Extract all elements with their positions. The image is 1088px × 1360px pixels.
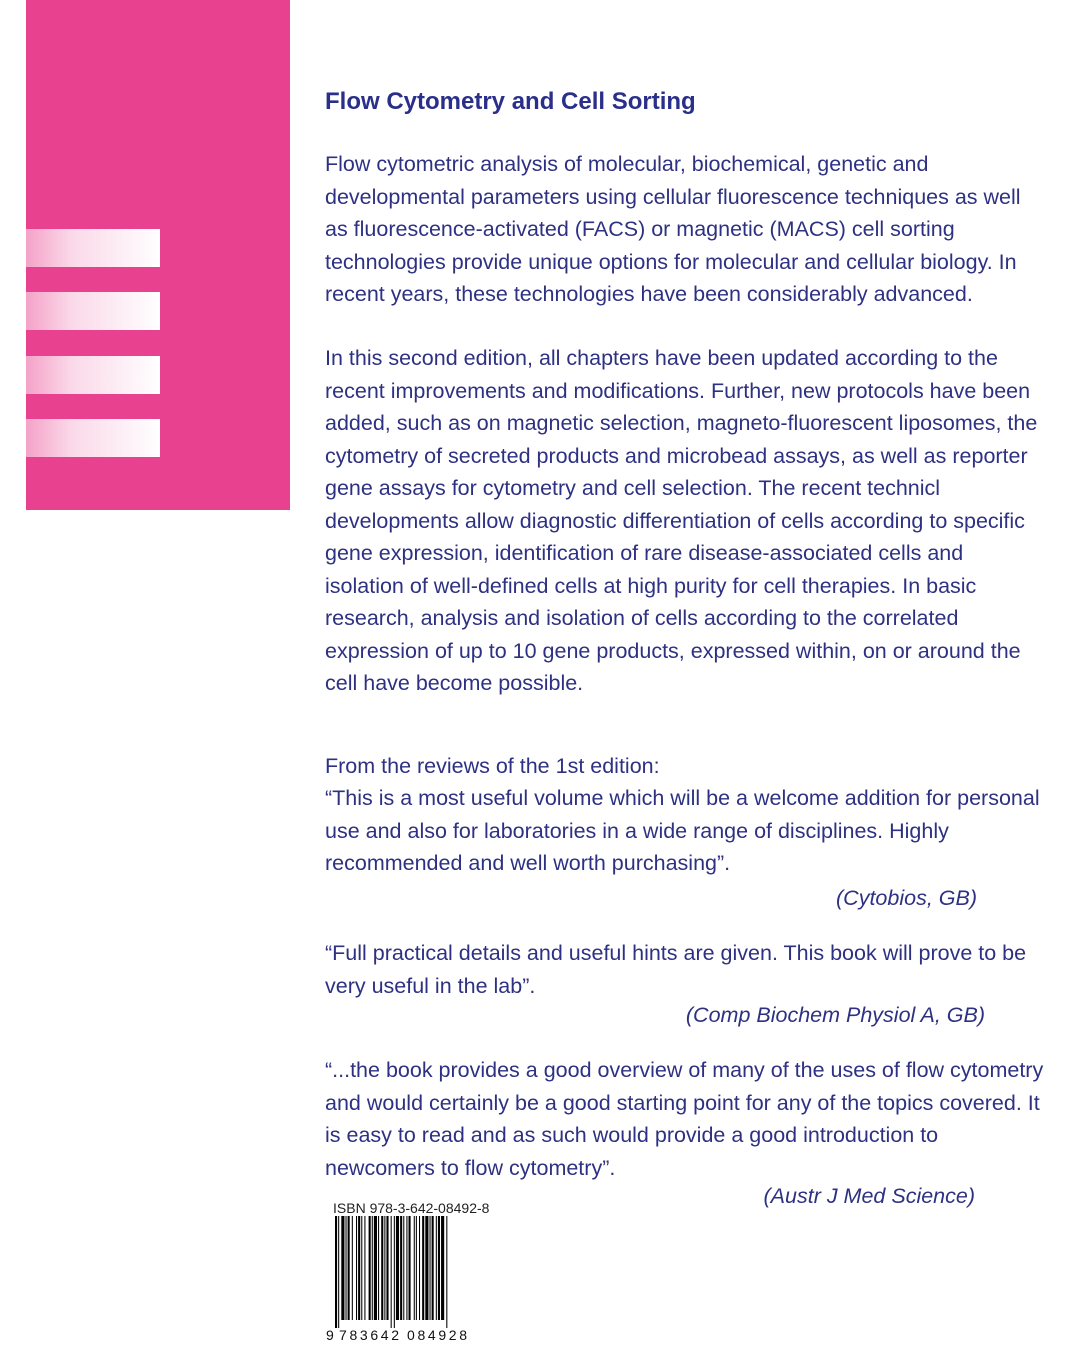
- barcode-bar: [364, 1216, 365, 1320]
- barcode-bar: [394, 1216, 395, 1328]
- isbn-barcode: [325, 1216, 477, 1344]
- barcode-bar: [436, 1216, 437, 1320]
- barcode-bar: [358, 1216, 360, 1320]
- decorative-stripe: [0, 419, 160, 457]
- barcode-bar: [422, 1216, 424, 1320]
- barcode-bar: [372, 1216, 373, 1320]
- review-quote-2: “Full practical details and useful hints are given. This book will prove to be very useful in the lab”.: [325, 941, 1027, 998]
- barcode-bar: [406, 1216, 407, 1320]
- review-source-2: (Comp Biochem Physiol A, GB): [685, 1003, 985, 1027]
- reviews-intro: From the reviews of the 1st edition:: [325, 754, 660, 778]
- description-paragraph-2: In this second edition, all chapters have been updated according to the recent improvements and modifications. Further, new protocols have been added, such as on magnetic selection, magneto-fluorescent liposomes, the cytometry of secreted products and microbead assays, as well as reporter gene assays for cytometry and cell selection. The recent technicl developments allow diagnostic differentiation of cells according to specific gene expression, identification of rare disease-associated cells and isolation of well-defined cells at high purity for cell therapies. In basic research, analysis and isolation of cells according to the correlated expression of up to 10 gene products, expressed within, on or around the cell have become possible.: [325, 346, 1038, 695]
- description-paragraph-1: Flow cytometric analysis of molecular, biochemical, genetic and developmental parameters using cellular fluorescence techniques as well as fluorescence-activated (FACS) or magnetic (MACS) cell sorting technologies provide unique options for molecular and cellular biology. In recent years, these technologies have been considerably advanced.: [325, 152, 1021, 306]
- barcode-bar: [414, 1216, 415, 1320]
- barcode-bar: [346, 1216, 347, 1320]
- barcode-bar: [338, 1216, 339, 1328]
- decorative-stripe: [0, 356, 160, 394]
- barcode-digits-right: 084928: [407, 1327, 467, 1343]
- barcode-bar: [352, 1216, 353, 1320]
- barcode-bar: [378, 1216, 379, 1320]
- barcode-bar: [391, 1216, 392, 1328]
- barcode-bar: [419, 1216, 420, 1320]
- review-source-3: (Austr J Med Science): [763, 1184, 975, 1208]
- barcode-bar: [341, 1216, 344, 1320]
- decorative-stripe: [0, 229, 160, 267]
- isbn-label: ISBN 978-3-642-08492-8: [333, 1200, 490, 1216]
- barcode-bar: [409, 1216, 411, 1320]
- book-title: Flow Cytometry and Cell Sorting: [325, 88, 696, 115]
- barcode-bar: [396, 1216, 399, 1320]
- barcode-digit-first: 9: [326, 1327, 334, 1343]
- barcode-bar: [441, 1216, 444, 1320]
- barcode-bar: [374, 1216, 377, 1320]
- barcode-graphic: [325, 1216, 477, 1344]
- barcode-bar: [356, 1216, 357, 1320]
- barcode-bar: [369, 1216, 371, 1320]
- barcode-bar: [348, 1216, 350, 1320]
- barcode-bar: [403, 1216, 404, 1320]
- barcode-bar: [438, 1216, 440, 1320]
- barcode-bar: [384, 1216, 385, 1320]
- barcode-bar: [335, 1216, 337, 1328]
- barcode-bar: [386, 1216, 388, 1320]
- review-quote-1: “This is a most useful volume which will be a welcome addition for personal use and also for laboratories in a wide range of disciplines. Highly recommended and well worth purchasing”.: [325, 786, 1040, 875]
- barcode-digits-left: 783642: [339, 1327, 399, 1343]
- review-source-1: (Cytobios, GB): [836, 886, 977, 910]
- barcode-bar: [446, 1216, 447, 1328]
- barcode-bar: [430, 1216, 431, 1320]
- decorative-stripe: [0, 292, 160, 330]
- review-quote-3: “...the book provides a good overview of many of the uses of flow cytometry and would certainly be a good starting point for any of the topics covered. It is easy to read and as such would provide a good introduction to newcomers to flow cytometry”.: [325, 1058, 1044, 1180]
- barcode-bar: [381, 1216, 383, 1320]
- barcode-bar: [400, 1216, 402, 1320]
- barcode-bar: [416, 1216, 417, 1320]
- barcode-bar: [425, 1216, 428, 1320]
- barcode-bar: [361, 1216, 362, 1320]
- barcode-bar: [432, 1216, 434, 1320]
